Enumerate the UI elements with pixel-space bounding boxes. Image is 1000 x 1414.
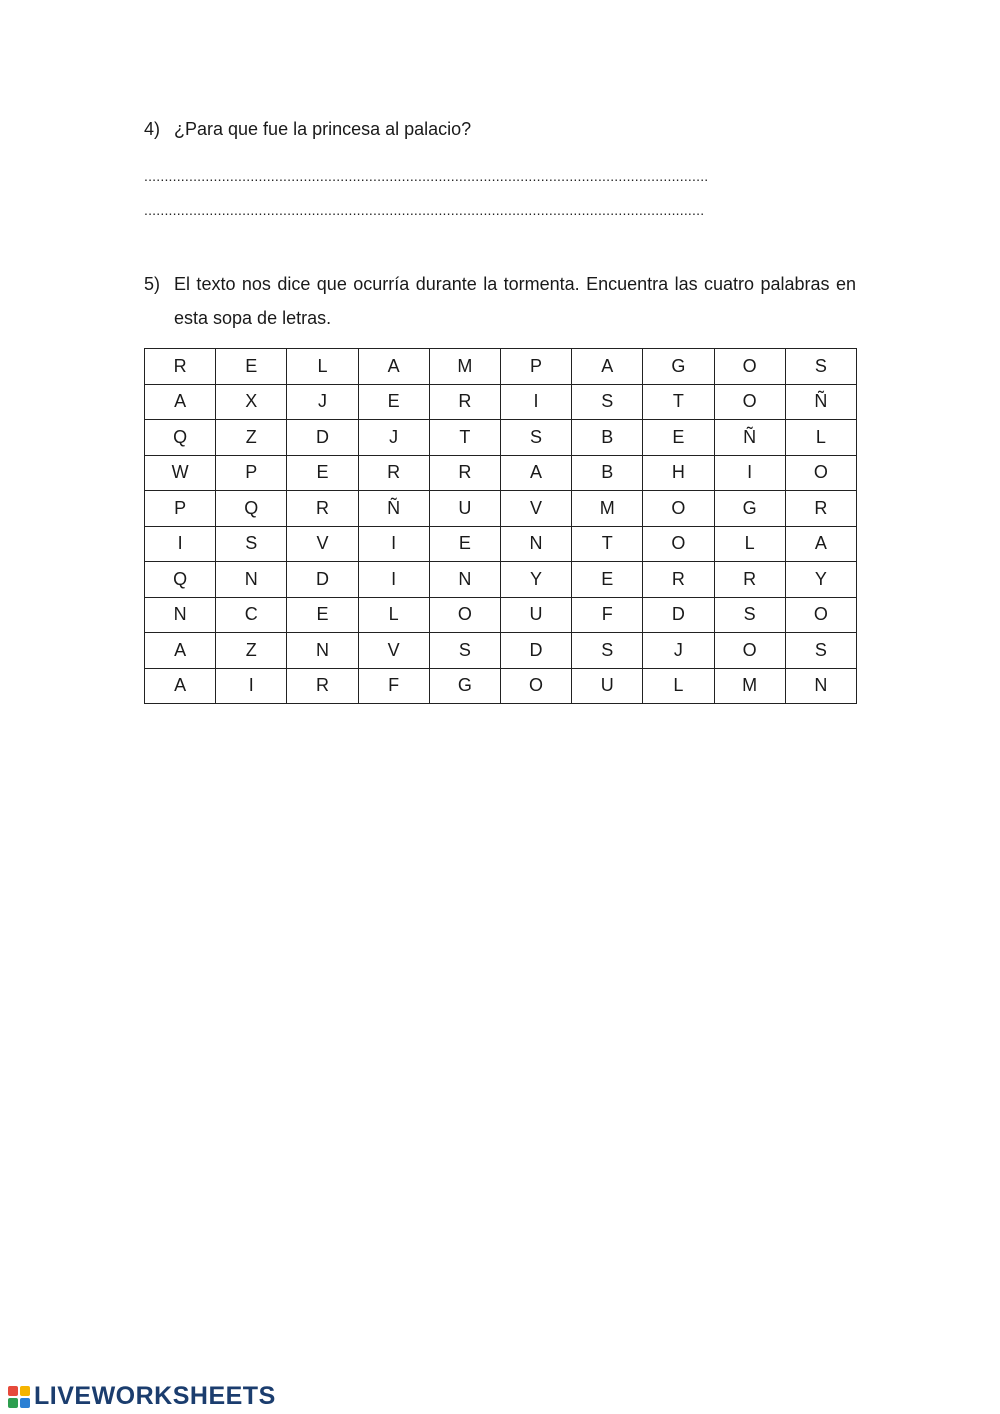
letter-cell[interactable]: Y [785,562,856,598]
letter-cell[interactable]: S [500,420,571,456]
letter-cell[interactable]: U [572,668,643,704]
letter-cell[interactable]: Ñ [785,384,856,420]
letter-cell[interactable]: O [714,384,785,420]
letter-cell[interactable]: Z [216,420,287,456]
letter-cell[interactable]: B [572,455,643,491]
letter-cell[interactable]: I [216,668,287,704]
letter-cell[interactable]: N [500,526,571,562]
letter-cell[interactable]: L [358,597,429,633]
letter-cell[interactable]: J [287,384,358,420]
letter-cell[interactable]: E [287,455,358,491]
letter-cell[interactable]: Y [500,562,571,598]
footer-brand [8,1382,276,1411]
letter-cell[interactable]: A [500,455,571,491]
letter-cell[interactable]: G [714,491,785,527]
grid-row [145,455,857,491]
letter-cell[interactable]: P [216,455,287,491]
letter-cell[interactable]: E [429,526,500,562]
letter-cell[interactable]: J [358,420,429,456]
letter-cell[interactable]: N [216,562,287,598]
letter-cell[interactable]: Q [216,491,287,527]
letter-cell[interactable]: R [145,349,216,385]
letter-cell[interactable]: W [145,455,216,491]
grid-row [145,633,857,669]
letter-cell[interactable]: F [572,597,643,633]
question-4 [144,119,471,140]
letter-cell[interactable]: J [643,633,714,669]
letter-cell[interactable]: A [785,526,856,562]
letter-cell[interactable]: Q [145,420,216,456]
letter-cell[interactable]: T [429,420,500,456]
letter-cell[interactable]: E [287,597,358,633]
grid-row [145,491,857,527]
letter-cell[interactable]: D [287,420,358,456]
letter-cell[interactable]: S [429,633,500,669]
letter-cell[interactable]: S [572,384,643,420]
letter-cell[interactable]: I [145,526,216,562]
letter-cell[interactable]: L [714,526,785,562]
letter-cell[interactable]: L [287,349,358,385]
letter-cell[interactable]: P [500,349,571,385]
letter-cell[interactable]: S [216,526,287,562]
letter-cell[interactable]: Z [216,633,287,669]
letter-cell[interactable]: E [572,562,643,598]
letter-cell[interactable]: O [643,526,714,562]
letter-cell[interactable]: A [145,384,216,420]
question-5 [144,267,856,335]
letter-cell[interactable]: S [714,597,785,633]
letter-cell[interactable]: C [216,597,287,633]
letter-cell[interactable]: G [429,668,500,704]
letter-cell[interactable]: A [358,349,429,385]
letter-cell[interactable]: O [643,491,714,527]
letter-cell[interactable]: G [643,349,714,385]
letter-cell[interactable]: O [714,349,785,385]
letter-cell[interactable]: R [287,668,358,704]
letter-cell[interactable]: D [643,597,714,633]
letter-cell[interactable]: U [500,597,571,633]
grid-row [145,526,857,562]
word-search-grid [144,348,857,704]
letter-cell[interactable]: M [572,491,643,527]
letter-cell[interactable]: D [500,633,571,669]
question-text: ¿Para que fue la princesa al palacio? [174,119,472,139]
letter-cell[interactable]: N [287,633,358,669]
logo-square [8,1398,18,1408]
letter-cell[interactable]: R [785,491,856,527]
letter-cell[interactable]: N [785,668,856,704]
logo-square [20,1386,30,1396]
letter-cell[interactable]: S [572,633,643,669]
letter-cell[interactable]: E [216,349,287,385]
letter-cell[interactable]: Ñ [714,420,785,456]
letter-cell[interactable]: E [358,384,429,420]
letter-cell[interactable]: A [145,633,216,669]
letter-cell[interactable]: O [714,633,785,669]
letter-cell[interactable]: E [643,420,714,456]
grid-row [145,349,857,385]
letter-cell[interactable]: R [358,455,429,491]
letter-cell[interactable]: P [145,491,216,527]
letter-cell[interactable]: R [429,384,500,420]
letter-cell[interactable]: N [145,597,216,633]
letter-cell[interactable]: B [572,420,643,456]
logo-square [20,1398,30,1408]
question-text: El texto nos dice que ocurría durante la tormenta. Encuentra las cuatro palabras en esta sopa de letras. [174,274,856,328]
letter-cell[interactable]: I [500,384,571,420]
answer-line-2[interactable]: ......................................................................................................................................... [144,202,705,218]
grid-row [145,384,857,420]
answer-line-1[interactable]: .......................................................................................................................................... [144,168,709,184]
letter-cell[interactable]: O [429,597,500,633]
letter-cell[interactable]: T [643,384,714,420]
letter-cell[interactable]: O [500,668,571,704]
letter-cell[interactable]: I [358,562,429,598]
letter-cell[interactable]: T [572,526,643,562]
letter-cell[interactable]: Q [145,562,216,598]
letter-cell[interactable]: L [643,668,714,704]
letter-cell[interactable]: R [643,562,714,598]
letter-cell[interactable]: M [714,668,785,704]
letter-cell[interactable]: R [429,455,500,491]
question-number: 4) [144,119,161,139]
letter-cell[interactable]: V [358,633,429,669]
grid-row [145,668,857,704]
letter-cell[interactable]: F [358,668,429,704]
letter-cell[interactable]: Ñ [358,491,429,527]
letter-cell[interactable]: N [429,562,500,598]
letter-cell[interactable]: O [785,455,856,491]
letter-cell[interactable]: H [643,455,714,491]
letter-cell[interactable]: V [500,491,571,527]
grid-row [145,562,857,598]
letter-cell[interactable]: U [429,491,500,527]
letter-cell[interactable]: S [785,349,856,385]
letter-cell[interactable]: S [785,633,856,669]
letter-cell[interactable]: D [287,562,358,598]
grid-row [145,420,857,456]
letter-cell[interactable]: L [785,420,856,456]
letter-cell[interactable]: R [287,491,358,527]
letter-cell[interactable]: R [714,562,785,598]
letter-cell[interactable]: V [287,526,358,562]
brand-name: LIVEWORKSHEETS [34,1382,276,1410]
grid-row [145,597,857,633]
letter-cell[interactable]: A [572,349,643,385]
letter-cell[interactable]: I [358,526,429,562]
letter-cell[interactable]: M [429,349,500,385]
letter-cell[interactable]: A [145,668,216,704]
letter-cell[interactable]: I [714,455,785,491]
question-number: 5) [144,274,161,294]
logo-square [8,1386,18,1396]
letter-cell[interactable]: O [785,597,856,633]
letter-cell[interactable]: X [216,384,287,420]
liveworksheets-logo-icon [8,1386,30,1408]
